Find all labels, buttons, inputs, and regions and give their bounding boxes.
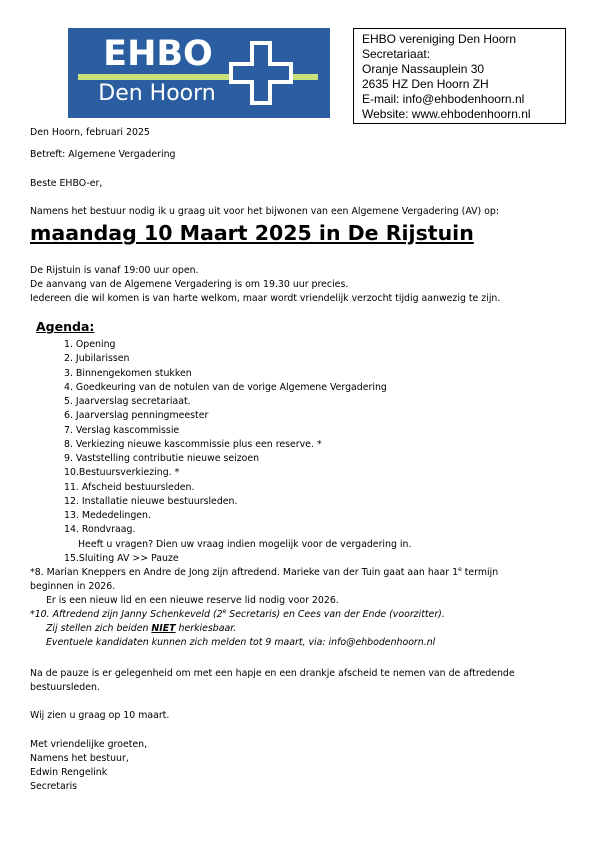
note-10-text: herkiesbaar.: [175, 623, 237, 634]
agenda-item: 9. Vaststelling contributie nieuwe seizoen: [64, 453, 260, 464]
note-10-line: [30, 608, 445, 622]
closing-line: Namens het bestuur,: [30, 753, 129, 764]
closing-name: Edwin Rengelink: [30, 767, 108, 778]
logo-subtitle: Den Hoorn: [98, 81, 216, 106]
cross-icon: [228, 40, 294, 106]
note-8-text: termijn: [461, 567, 499, 578]
superscript: e: [458, 565, 462, 573]
info-line: De aanvang van de Algemene Vergadering is om 19.30 uur precies.: [30, 279, 349, 290]
note-10-line: Eventuele kandidaten kunnen zich melden tot 9 maart, via: info@ehbodenhoorn.nl: [46, 637, 436, 648]
agenda-item: 15.Sluiting AV >> Pauze: [64, 552, 179, 564]
note-10-text: *10. Aftredend zijn Janny Schenkeveld (2: [30, 609, 223, 620]
agenda-item: 11. Afscheid bestuursleden.: [64, 481, 195, 493]
address-line: EHBO vereniging Den Hoorn: [362, 32, 517, 46]
agenda-item: 6. Jaarverslag penningmeester: [64, 410, 209, 422]
agenda-item: 3. Binnengekomen stukken: [64, 367, 192, 379]
ehbo-logo: [68, 28, 330, 118]
address-line: Secretariaat:: [362, 46, 431, 61]
agenda-item-note: Heeft u vragen? Dien uw vraag indien mogelijk voor de vergadering in.: [78, 538, 412, 550]
meeting-headline: maandag 10 Maart 2025 in De Rijstuin: [30, 221, 474, 245]
pause-line: Na de pauze is er gelegenheid om met een hapje en een drankje afscheid te nemen van de aftredende: [30, 668, 515, 679]
note-10-text: Zij stellen zich beiden: [46, 623, 152, 634]
logo-title: EHBO: [103, 34, 213, 74]
agenda-item: 8. Verkiezing nieuwe kascommissie plus een reserve. *: [64, 438, 322, 450]
agenda-item: 2. Jubilarissen: [64, 353, 130, 365]
address-line: 2635 HZ Den Hoorn ZH: [362, 76, 489, 91]
superscript: e: [222, 607, 227, 615]
agenda-item: 1. Opening: [64, 339, 116, 350]
agenda-item: 12. Installatie nieuwe bestuursleden.: [64, 495, 238, 507]
address-website: Website: www.ehbodenhoorn.nl: [362, 106, 531, 121]
address-email: E-mail: info@ehbodenhoorn.nl: [362, 91, 525, 106]
info-line: Iedereen die wil komen is van harte welkom, maar wordt vriendelijk verzocht tijdig aanwezig te zijn.: [30, 293, 501, 304]
info-line: De Rijstuin is vanaf 19:00 uur open.: [30, 265, 199, 276]
see-you-line: Wij zien u graag op 10 maart.: [30, 710, 170, 721]
closing-role: Secretaris: [30, 781, 78, 792]
closing-line: Met vriendelijke groeten,: [30, 739, 148, 750]
address-line: Oranje Nassauplein 30: [362, 61, 485, 76]
agenda-item: 5. Jaarverslag secretariaat.: [64, 396, 191, 407]
subject-line: Betreft: Algemene Vergadering: [30, 149, 176, 160]
note-10-line: [46, 622, 236, 636]
agenda-list: [64, 338, 411, 566]
agenda-item: 14. Rondvraag.: [64, 524, 136, 536]
emphasis-not: NIET: [151, 623, 176, 634]
intro-line: Namens het bestuur nodig ik u graag uit voor het bijwonen van een Algemene Vergadering (AV) op:: [30, 206, 500, 217]
agenda-item: 4. Goedkeuring van de notulen van de vorige Algemene Vergadering: [64, 381, 387, 393]
note-10-text: Secretaris) en Cees van der Ende (voorzitter).: [226, 609, 445, 620]
date-line: Den Hoorn, februari 2025: [30, 127, 150, 138]
agenda-item: 7. Verslag kascommissie: [64, 424, 180, 436]
note-8-line: beginnen in 2026.: [30, 581, 116, 592]
agenda-item: 13. Mededelingen.: [64, 510, 151, 521]
note-8-text: *8. Marian Kneppers en Andre de Jong zijn aftredend. Marieke van der Tuin gaat aan haar 1: [30, 567, 459, 578]
note-8-line: [30, 566, 498, 580]
agenda-item: 10.Bestuursverkiezing. *: [64, 467, 180, 479]
address-box: [353, 28, 566, 124]
pause-line: bestuursleden.: [30, 682, 100, 693]
note-8-line: Er is een nieuw lid en een nieuwe reserve lid nodig voor 2026.: [46, 595, 339, 606]
agenda-title: Agenda:: [36, 319, 95, 334]
salutation: Beste EHBO-er,: [30, 178, 103, 189]
